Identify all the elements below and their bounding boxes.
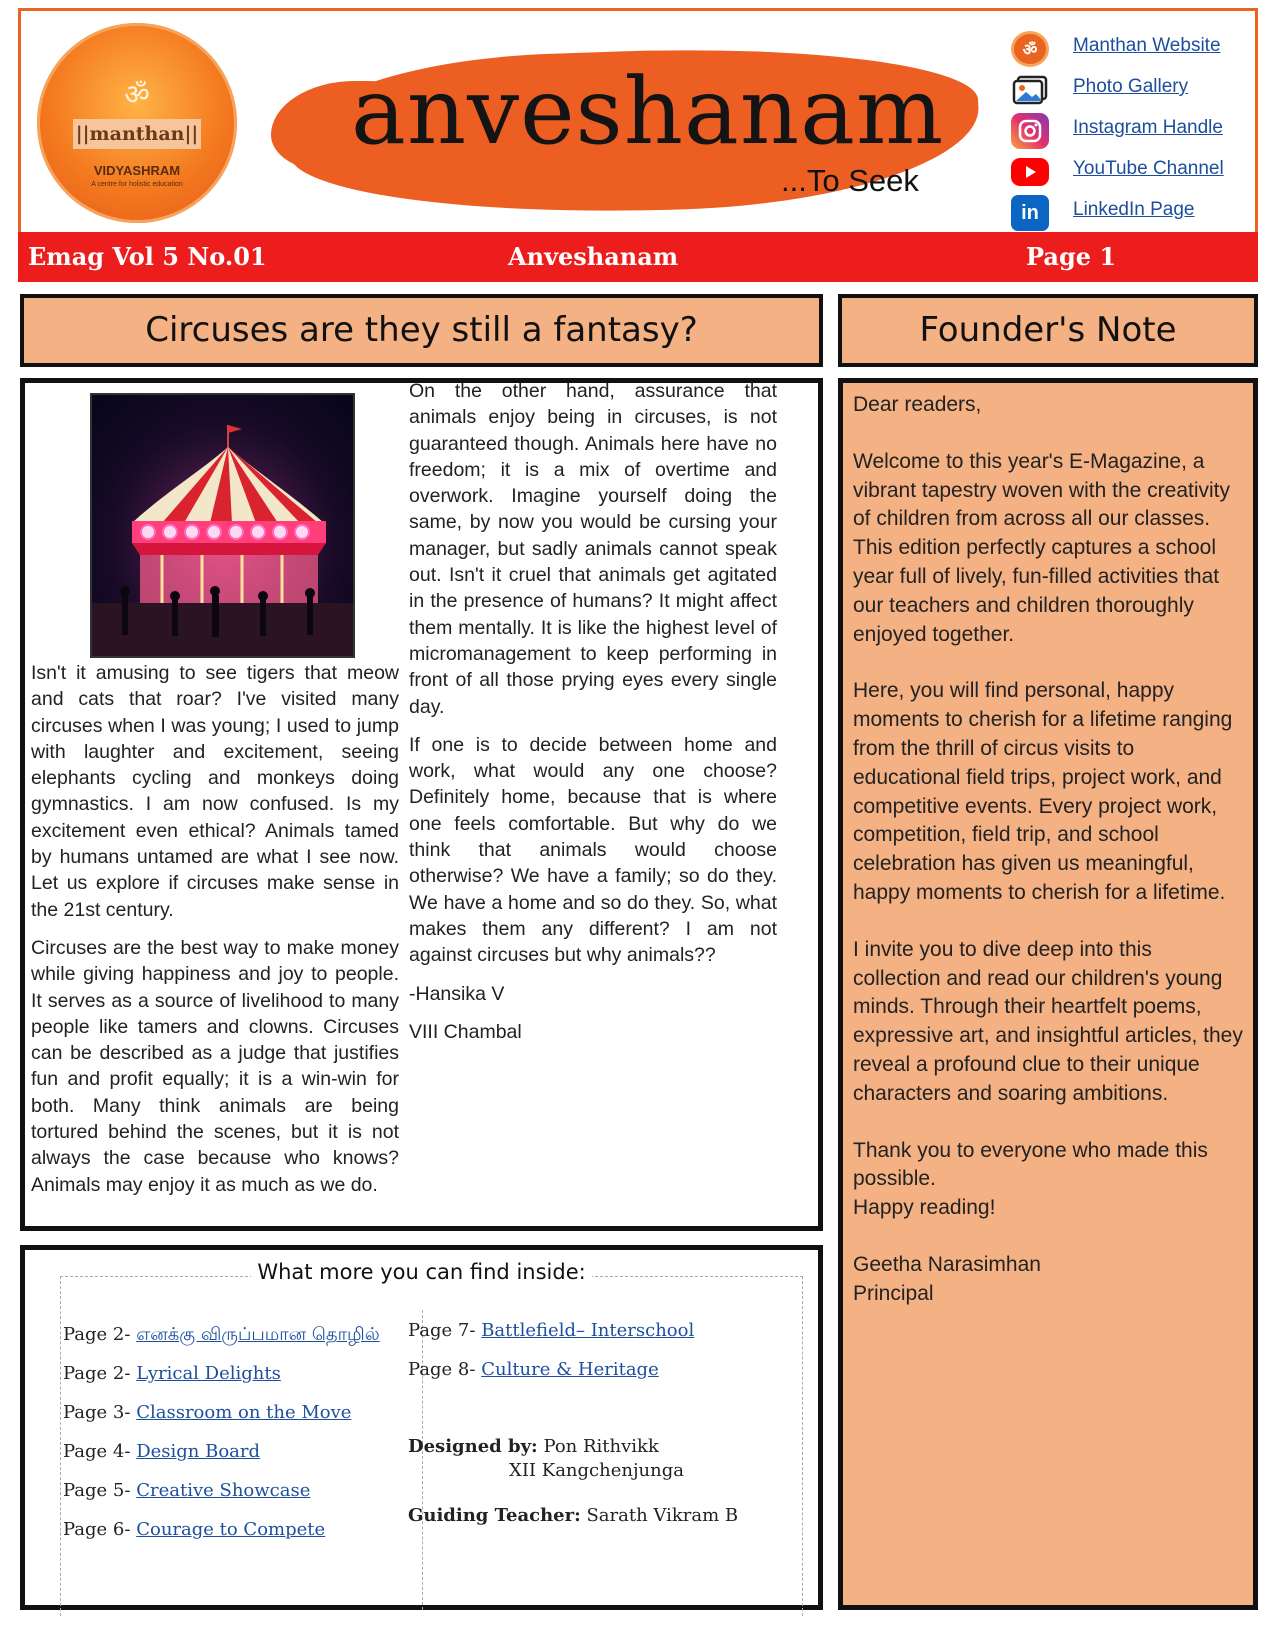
toc-page-number: Page 6- [63, 1519, 131, 1540]
magazine-title: anveshanam [351, 58, 945, 165]
toc-page-number: Page 7- [408, 1320, 476, 1341]
link-youtube[interactable] [1011, 152, 1271, 193]
link-linkedin[interactable] [1011, 193, 1271, 234]
toc-item[interactable] [63, 1480, 310, 1501]
link-label[interactable]: Photo Gallery [1073, 76, 1189, 97]
toc-link[interactable]: Culture & Heritage [481, 1359, 659, 1380]
link-label[interactable]: Manthan Website [1073, 35, 1221, 56]
article-column-right [409, 378, 777, 1057]
page-number: Page 1 [1026, 242, 1117, 271]
article-paragraph: Circuses are the best way to make money while giving happiness and joy to people. It serves as a source of livelihood to many people like tamers and clowns. Circuses can be described as a judge that justifies fun and profit equally; it is a win-win for both. Many think animals are being tortured behind the scenes, but it is not always the case because who knows? Animals may enjoy it as much as we do. [31, 936, 399, 1196]
founder-note-title: Founder's Note [838, 294, 1258, 367]
toc-item[interactable] [63, 1324, 380, 1347]
toc-item[interactable] [408, 1320, 694, 1341]
founder-paragraph: Welcome to this year's E-Magazine, a vibrant tapestry woven with the creativity of children from across all our classes. This edition perfectly captures a school year full of lively, fun-filled activities that our teachers and children thoroughly enjoyed together. [853, 449, 1230, 646]
link-manthan-website[interactable] [1011, 29, 1271, 70]
toc-link[interactable]: Classroom on the Move [136, 1402, 352, 1423]
article-title: Circuses are they still a fantasy? [20, 294, 823, 367]
teacher-credit [408, 1505, 738, 1526]
youtube-icon [1011, 158, 1049, 186]
toc-page-number: Page 2- [63, 1324, 131, 1345]
toc-link[interactable]: Battlefield– Interschool [481, 1320, 695, 1341]
toc-page-number: Page 3- [63, 1402, 131, 1423]
toc-link[interactable]: Lyrical Delights [136, 1363, 281, 1384]
logo-tagline: A centre for holistic education [91, 181, 183, 188]
article-author-class: VIII Chambal [409, 1020, 522, 1043]
designer-label: Designed by: [408, 1436, 538, 1457]
om-symbol: ॐ [124, 78, 150, 111]
signature-name: Geetha Narasimhan [853, 1252, 1041, 1276]
designer-name: Pon Rithvikk [543, 1436, 659, 1457]
manthan-logo-icon: ॐ [1011, 31, 1049, 67]
contents-divider [422, 1310, 423, 1610]
toc-page-number: Page 5- [63, 1480, 131, 1501]
magazine-tagline: ...To Seek [781, 163, 919, 198]
masthead [18, 8, 1258, 234]
circus-tent-photo [90, 393, 355, 658]
contents-heading-wrap [25, 1260, 818, 1284]
article-author: -Hansika V [409, 982, 505, 1005]
founder-paragraph: Dear readers, [853, 393, 982, 416]
external-links [1011, 29, 1271, 234]
signature-title: Principal [853, 1281, 934, 1305]
toc-link[interactable]: எனக்கு விருப்பமான தொழில் [136, 1324, 380, 1345]
toc-page-number: Page 2- [63, 1363, 131, 1384]
toc-link[interactable]: Design Board [136, 1441, 261, 1462]
photo-gallery-icon [1011, 72, 1049, 108]
toc-page-number: Page 8- [408, 1359, 476, 1380]
issue-number: Emag Vol 5 No.01 [28, 242, 267, 271]
issue-bar [18, 232, 1258, 282]
toc-link[interactable]: Courage to Compete [136, 1519, 326, 1540]
link-photo-gallery[interactable] [1011, 70, 1271, 111]
article-paragraph: If one is to decide between home and work, what would any one choose? Definitely home, because that is where one feels comfortable. But why do we think that animals would choose otherwise? We have a family; so do they. We have a home and so do they. So, what makes them any different? I am not against circuses but why animals?? [409, 733, 777, 967]
toc-item[interactable] [63, 1519, 325, 1540]
linkedin-icon: in [1011, 195, 1049, 231]
teacher-name: Sarath Vikram B [586, 1505, 739, 1526]
founder-note [838, 378, 1258, 1610]
founder-closing: Happy reading! [853, 1196, 996, 1220]
founder-paragraph: Here, you will find personal, happy moments to cherish for a lifetime ranging from the thrill of circus visits to educational field trips, project work, and competitive events. Every project work, competition, field trip, and school celebration has given us meaningful, happy moments to cherish for a lifetime. [853, 679, 1233, 904]
toc-page-number: Page 4- [63, 1441, 131, 1462]
article-column-left [31, 660, 399, 1210]
toc-item[interactable] [63, 1363, 281, 1384]
contents-heading: What more you can find inside: [251, 1260, 591, 1284]
toc-item[interactable] [63, 1402, 351, 1423]
contents-box [20, 1245, 823, 1610]
teacher-label: Guiding Teacher: [408, 1505, 581, 1526]
toc-item[interactable] [63, 1441, 260, 1462]
link-instagram[interactable] [1011, 111, 1271, 152]
link-label[interactable]: Instagram Handle [1073, 117, 1223, 138]
article [20, 378, 823, 1231]
article-paragraph: Isn't it amusing to see tigers that meow and cats that roar? I've visited many circuses when I was young; I used to jump with laughter and excitement, seeing elephants cycling and monkeys doing gymnastics. I am now confused. Is my excitement even ethical? Animals tamed by humans untamed are what I see now. Let us explore if circuses make sense in the 21st century. [31, 662, 399, 921]
article-paragraph: On the other hand, assurance that animals enjoy being in circuses, is not guaranteed though. Animals here have no freedom; it is a mix of overtime and overwork. Imagine yourself doing the same, by now you would be cursing your manager, but sadly animals cannot speak out. Isn't it cruel that animals get agitated in the presence of humans? It might affect them mentally. It is like the highest level of micromanagement to keep performing in front of all those prying eyes every single day. [409, 380, 777, 718]
logo-wordmark: ||manthan|| [73, 119, 201, 149]
instagram-icon [1011, 113, 1049, 149]
manthan-vidyashram-logo[interactable] [37, 23, 237, 223]
link-label[interactable]: LinkedIn Page [1073, 199, 1195, 220]
designer-class: XII Kangchenjunga [509, 1460, 684, 1481]
link-label[interactable]: YouTube Channel [1073, 158, 1224, 179]
toc-item[interactable] [408, 1359, 659, 1380]
toc-link[interactable]: Creative Showcase [136, 1480, 311, 1501]
founder-thanks: Thank you to everyone who made this possible. [853, 1138, 1208, 1191]
logo-school-name: VIDYASHRAM [93, 163, 181, 178]
founder-paragraph: I invite you to dive deep into this collection and read our children's young minds. Through their heartfelt poems, expressive art, and insightful articles, they reveal a profound clue to their unique characters and soaring ambitions. [853, 937, 1243, 1105]
designer-credit [408, 1436, 659, 1457]
bar-title: Anveshanam [508, 242, 679, 271]
